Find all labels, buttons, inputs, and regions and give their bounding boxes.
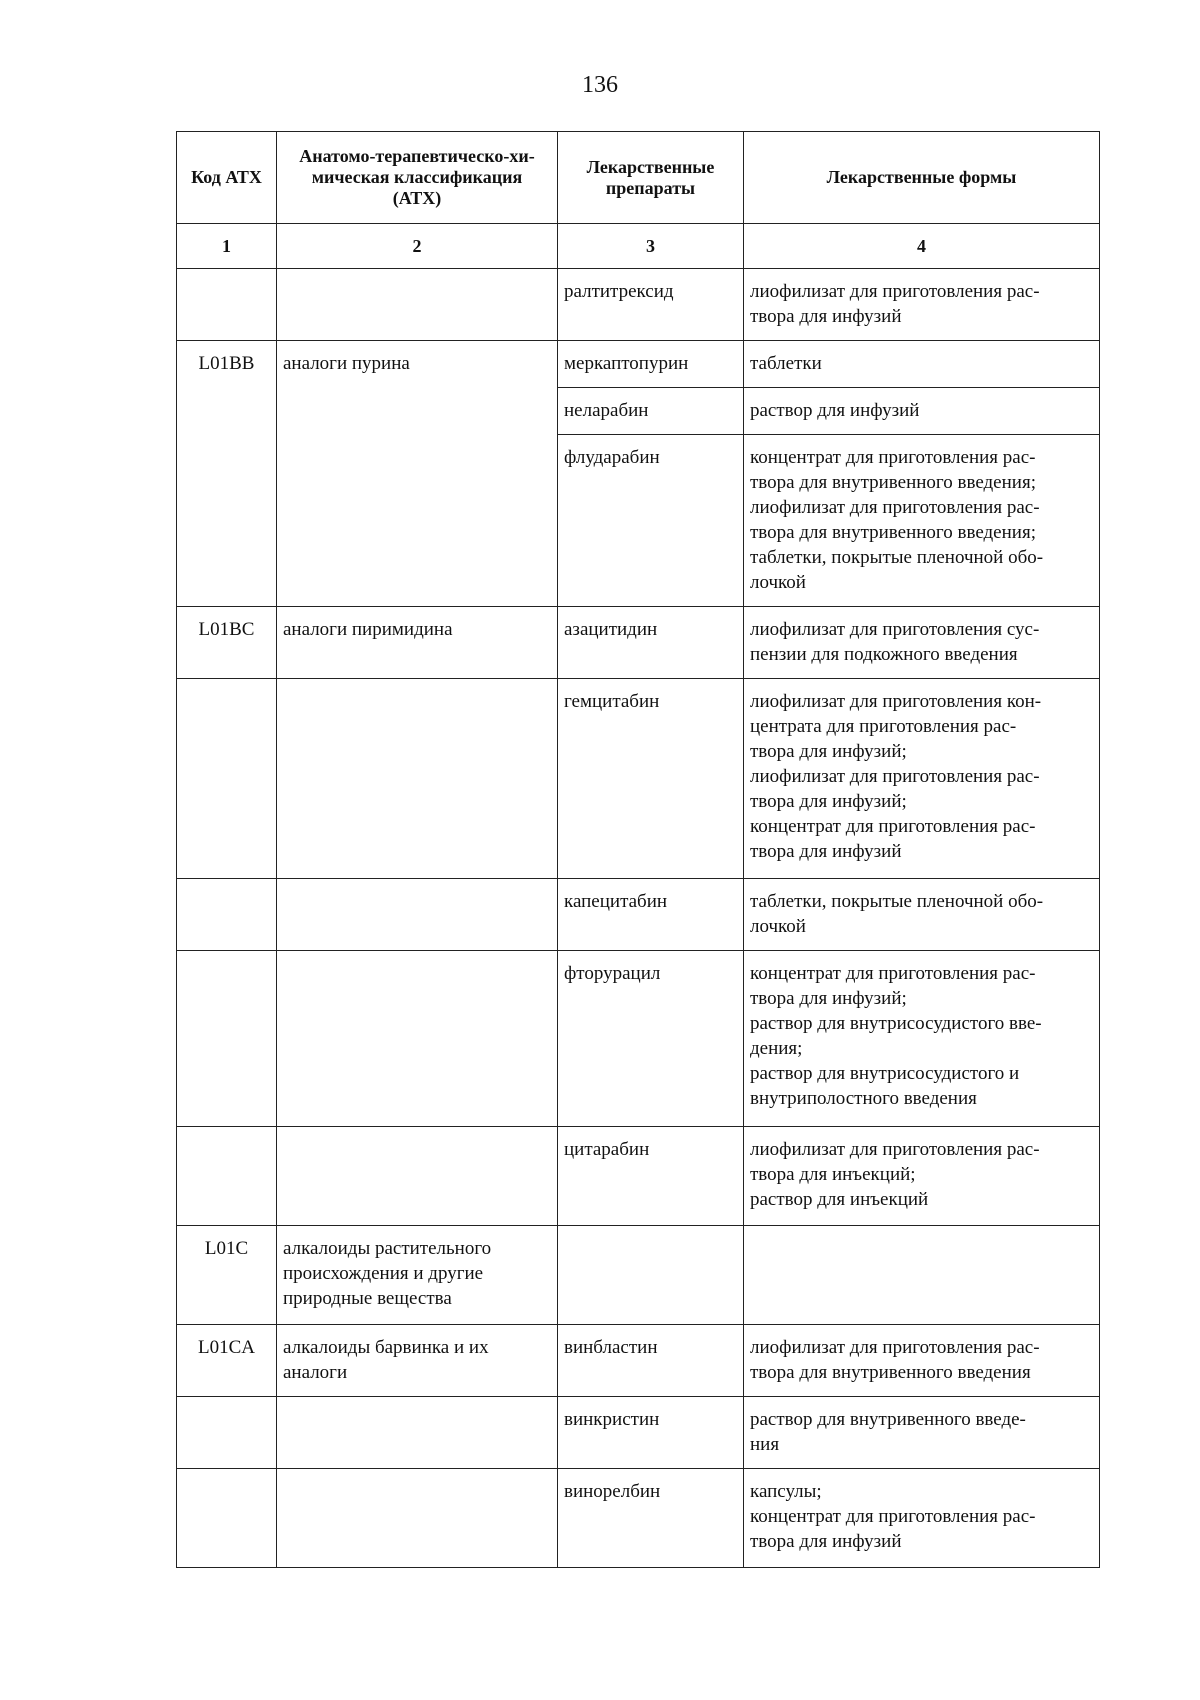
atx-code-cell: L01CA xyxy=(177,1325,277,1397)
dosage-forms-cell: концентрат для приготовления рас- твора для инфузий; раствор для внутрисосудистого вве- дения; раствор для внутрисосудистого и внутриполостного введения xyxy=(744,951,1100,1127)
header-dosage-forms: Лекарственные формы xyxy=(744,132,1100,224)
atx-class-cell xyxy=(277,951,558,1127)
dosage-forms-cell: лиофилизат для приготовления рас- твора для внутривенного введения xyxy=(744,1325,1100,1397)
table-row xyxy=(177,879,1100,951)
page-number: 136 xyxy=(582,72,618,98)
header-drugs: Лекарственные препараты xyxy=(558,132,744,224)
drug-cell: винбластин xyxy=(558,1325,744,1397)
drug-cell: азацитидин xyxy=(558,607,744,679)
dosage-forms-cell: раствор для инфузий xyxy=(744,388,1100,435)
atx-code-cell: L01BC xyxy=(177,607,277,679)
atx-code-cell xyxy=(177,679,277,879)
drug-cell xyxy=(558,1226,744,1325)
header-atx-code: Код АТХ xyxy=(177,132,277,224)
table-row xyxy=(177,1469,1100,1568)
dosage-forms-cell: таблетки, покрытые пленочной обо- лочкой xyxy=(744,879,1100,951)
dosage-forms-cell: лиофилизат для приготовления сус- пензии для подкожного введения xyxy=(744,607,1100,679)
table-row xyxy=(177,951,1100,1127)
column-number: 3 xyxy=(558,224,744,269)
dosage-forms-cell: раствор для внутривенного введе- ния xyxy=(744,1397,1100,1469)
table-row xyxy=(177,1226,1100,1325)
atx-code-cell xyxy=(177,1397,277,1469)
drug-cell: винорелбин xyxy=(558,1469,744,1568)
atx-class-cell xyxy=(277,1469,558,1568)
atx-code-cell xyxy=(177,1127,277,1226)
atx-class-cell xyxy=(277,679,558,879)
atx-code-cell xyxy=(177,951,277,1127)
drug-cell: цитарабин xyxy=(558,1127,744,1226)
atx-code-cell xyxy=(177,1469,277,1568)
drug-cell: ралтитрексид xyxy=(558,269,744,341)
atx-class-cell xyxy=(277,879,558,951)
dosage-forms-cell: капсулы; концентрат для приготовления рас- твора для инфузий xyxy=(744,1469,1100,1568)
table-header-row xyxy=(177,132,1100,224)
dosage-forms-cell: лиофилизат для приготовления рас- твора для инъекций; раствор для инъекций xyxy=(744,1127,1100,1226)
drug-cell: винкристин xyxy=(558,1397,744,1469)
atx-code-cell: L01C xyxy=(177,1226,277,1325)
column-number-row xyxy=(177,224,1100,269)
atx-class-cell: алкалоиды растительного происхождения и другие природные вещества xyxy=(277,1226,558,1325)
dosage-forms-cell: концентрат для приготовления рас- твора для внутривенного введения; лиофилизат для приготовления рас- твора для внутривенного введения; таблетки, покрытые пленочной обо- лочкой xyxy=(744,435,1100,607)
column-number: 2 xyxy=(277,224,558,269)
table-row xyxy=(177,1397,1100,1469)
dosage-forms-cell: таблетки xyxy=(744,341,1100,388)
column-number: 4 xyxy=(744,224,1100,269)
atx-code-cell xyxy=(177,879,277,951)
atx-code-cell xyxy=(177,269,277,341)
atx-code-cell: L01BB xyxy=(177,341,277,607)
atx-class-cell: алкалоиды барвинка и их аналоги xyxy=(277,1325,558,1397)
column-number: 1 xyxy=(177,224,277,269)
table-row xyxy=(177,1325,1100,1397)
dosage-forms-cell xyxy=(744,1226,1100,1325)
atx-class-cell xyxy=(277,269,558,341)
atx-class-cell xyxy=(277,1397,558,1469)
drug-cell: неларабин xyxy=(558,388,744,435)
atx-drug-table xyxy=(176,131,1100,1568)
drug-cell: флударабин xyxy=(558,435,744,607)
atx-class-cell: аналоги пурина xyxy=(277,341,558,607)
table-row xyxy=(177,269,1100,341)
dosage-forms-cell: лиофилизат для приготовления рас- твора для инфузий xyxy=(744,269,1100,341)
header-atx-classification: Анатомо-терапевтическо-хи- мическая классификация (АТХ) xyxy=(277,132,558,224)
table-row xyxy=(177,1127,1100,1226)
drug-cell: фторурацил xyxy=(558,951,744,1127)
table-row xyxy=(177,341,1100,388)
drug-cell: гемцитабин xyxy=(558,679,744,879)
atx-class-cell: аналоги пиримидина xyxy=(277,607,558,679)
drug-cell: меркаптопурин xyxy=(558,341,744,388)
dosage-forms-cell: лиофилизат для приготовления кон- центрата для приготовления рас- твора для инфузий; лиофилизат для приготовления рас- твора для инфузий; концентрат для приготовления рас- твора для инфузий xyxy=(744,679,1100,879)
atx-class-cell xyxy=(277,1127,558,1226)
table-row xyxy=(177,679,1100,879)
drug-cell: капецитабин xyxy=(558,879,744,951)
table-row xyxy=(177,607,1100,679)
